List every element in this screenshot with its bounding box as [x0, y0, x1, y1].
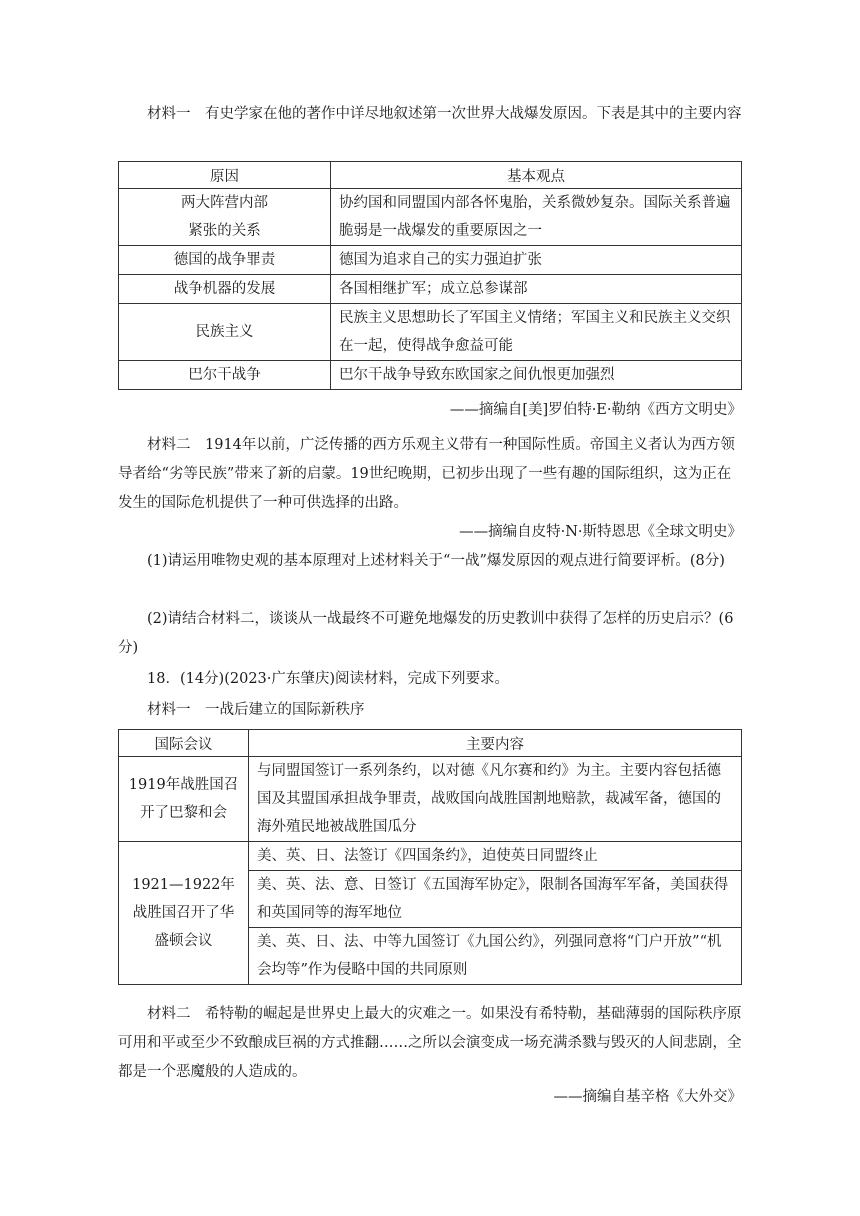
table-header: 原因 [119, 162, 331, 189]
table-cell-view: 德国为追求自己的实力强迫扩张 [331, 246, 742, 275]
table-header: 主要内容 [249, 730, 742, 757]
source-citation: ——摘编自基辛格《大外交》 [553, 1089, 742, 1105]
table-row [119, 757, 742, 842]
material1-title: 材料一 一战后建立的国际新秩序 [147, 702, 365, 718]
table-cell-cause: 两大阵营内部 紧张的关系 [119, 189, 331, 246]
material1-intro: 材料一 有史学家在他的著作中详尽地叙述第一次世界大战爆发原因。下表是其中的主要内容 [147, 106, 742, 122]
table-row [119, 246, 742, 275]
table-row [119, 361, 742, 390]
table-row [119, 189, 742, 246]
table-cell-meeting: 1919年战胜国召开了巴黎和会 [119, 757, 249, 842]
table-cell-view: 巴尔干战争导致东欧国家之间仇恨更加强烈 [331, 361, 742, 390]
table-cell-content: 美、英、法、意、日签订《五国海军协定》，限制各国海军军备，美国获得和英国同等的海军地位 [249, 871, 742, 928]
table-row [119, 304, 742, 361]
table-header-row [119, 730, 742, 757]
source-citation: ——摘编自[美]罗伯特·E·勒纳《西方文明史》 [449, 402, 742, 418]
table-cell-cause: 民族主义 [119, 304, 331, 361]
table-cell-view: 协约国和同盟国内部各怀鬼胎，关系微妙复杂。国际关系普遍脆弱是一战爆发的重要原因之一 [331, 189, 742, 246]
table-cell-cause: 巴尔干战争 [119, 361, 331, 390]
table-cell-content: 美、英、日、法签订《四国条约》，迫使英日同盟终止 [249, 842, 742, 871]
table-row [119, 842, 742, 871]
question-18: 18．(14分)(2023·广东肇庆)阅读材料，完成下列要求。 [147, 671, 510, 687]
table-header: 国际会议 [119, 730, 249, 757]
material2-b-paragraph: 材料二 希特勒的崛起是世界史上最大的灾难之一。如果没有希特勒，基础薄弱的国际秩序原可用和平或至少不致酿成巨祸的方式推翻……之所以会演变成一场充满杀戮与毁灭的人间悲剧，全都是一个恶魔般的人造成的。 [118, 1006, 742, 1080]
table-cell-meeting: 1921—1922年战胜国召开了华盛顿会议 [119, 842, 249, 985]
table-header-row [119, 162, 742, 189]
table-row [119, 275, 742, 304]
source-citation: ——摘编自皮特·N·斯特恩思《全球文明史》 [459, 524, 742, 540]
table-cell-view: 民族主义思想助长了军国主义情绪；军国主义和民族主义交织在一起，使得战争愈益可能 [331, 304, 742, 361]
table-cell-view: 各国相继扩军；成立总参谋部 [331, 275, 742, 304]
question-2: (2)请结合材料二，谈谈从一战最终不可避免地爆发的历史教训中获得了怎样的历史启示？(6分) [118, 611, 734, 656]
table-header: 基本观点 [331, 162, 742, 189]
table-cell-cause: 德国的战争罪责 [119, 246, 331, 275]
new-order-table [118, 729, 742, 985]
material2-paragraph: 材料二 1914年以前，广泛传播的西方乐观主义带有一种国际性质。帝国主义者认为西方领导者给“劣等民族”带来了新的启蒙。19世纪晚期，已初步出现了一些有趣的国际组织，这为正在发生的国际危机提供了一种可供选择的出路。 [118, 437, 735, 511]
table-cell-content: 美、英、日、法、中等九国签订《九国公约》，列强同意将“门户开放”“机会均等”作为侵略中国的共同原则 [249, 928, 742, 985]
table-cell-cause: 战争机器的发展 [119, 275, 331, 304]
question-1: (1)请运用唯物史观的基本原理对上述材料关于“一战”爆发原因的观点进行简要评析。(8分) [147, 553, 725, 569]
causes-table [118, 161, 742, 390]
table-cell-content: 与同盟国签订一系列条约，以对德《凡尔赛和约》为主。主要内容包括德国及其盟国承担战争罪责，战败国向战胜国割地赔款，裁减军备，德国的海外殖民地被战胜国瓜分 [249, 757, 742, 842]
